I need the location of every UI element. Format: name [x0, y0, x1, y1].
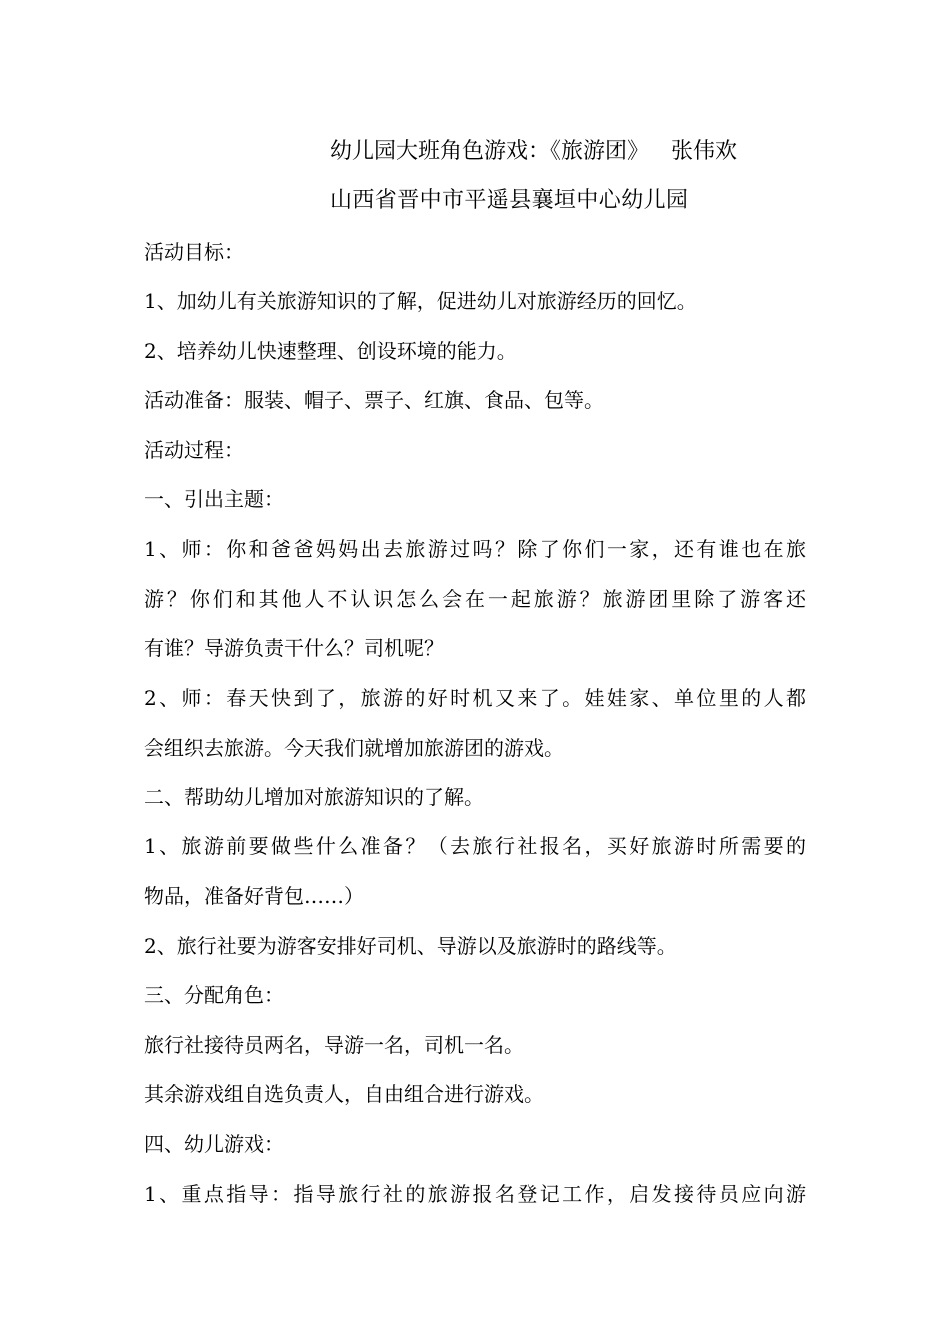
paragraph-line: 2、旅行社要为游客安排好司机、导游以及旅游时的路线等。 [144, 934, 677, 958]
paragraph-line: 1、加幼儿有关旅游知识的了解，促进幼儿对旅游经历的回忆。 [144, 289, 697, 313]
paragraph-line: 1、重点指导：指导旅行社的旅游报名登记工作，启发接待员应向游 [144, 1182, 806, 1206]
paragraph-line: 物品，准备好背包……） [144, 884, 364, 908]
paragraph-line: 活动准备：服装、帽子、票子、红旗、食品、包等。 [144, 388, 604, 412]
paragraph-line: 1、旅游前要做些什么准备？（去旅行社报名，买好旅游时所需要的 [144, 834, 806, 858]
paragraph-line: 活动过程： [144, 438, 244, 462]
document-title-line [330, 137, 737, 167]
document-school: 山西省晋中市平遥县襄垣中心幼儿园 [330, 188, 689, 213]
document-author: 张伟欢 [671, 139, 738, 164]
paragraph-line: 其余游戏组自选负责人，自由组合进行游戏。 [144, 1082, 544, 1106]
paragraph-line: 游？你们和其他人不认识怎么会在一起旅游？旅游团里除了游客还 [144, 587, 806, 611]
paragraph-line: 四、幼儿游戏： [144, 1132, 284, 1156]
paragraph-line: 会组织去旅游。今天我们就增加旅游团的游戏。 [144, 736, 564, 760]
paragraph-line: 活动目标： [144, 240, 244, 264]
paragraph-line: 2、师：春天快到了，旅游的好时机又来了。娃娃家、单位里的人都 [144, 686, 806, 710]
paragraph-line: 1、师：你和爸爸妈妈出去旅游过吗？除了你们一家，还有谁也在旅 [144, 537, 806, 561]
document-school-line [330, 186, 688, 216]
paragraph-line: 三、分配角色： [144, 983, 284, 1007]
paragraph-line: 一、引出主题： [144, 487, 284, 511]
paragraph-line: 旅行社接待员两名，导游一名，司机一名。 [144, 1033, 524, 1057]
document-title: 幼儿园大班角色游戏：《旅游团》 [330, 139, 650, 164]
paragraph-line: 2、培养幼儿快速整理、创设环境的能力。 [144, 339, 517, 363]
paragraph-line: 二、帮助幼儿增加对旅游知识的了解。 [144, 785, 484, 809]
paragraph-line: 有谁？导游负责干什么？司机呢？ [144, 636, 444, 660]
